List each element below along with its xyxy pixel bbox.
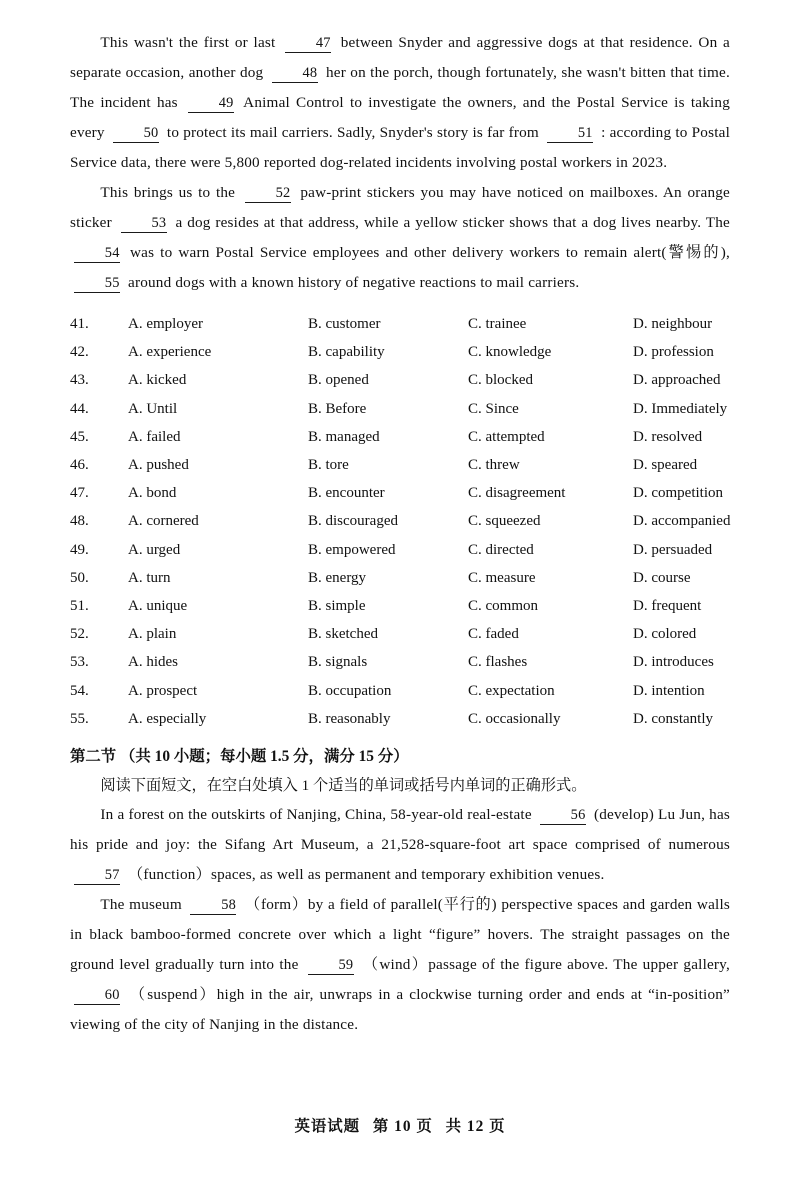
option-a[interactable]: A. unique (128, 598, 188, 615)
answer-blank-57[interactable]: 57 (74, 866, 120, 885)
option-c[interactable]: C. attempted (468, 428, 545, 445)
question-number: 51. (70, 598, 89, 615)
option-c[interactable]: C. squeezed (468, 513, 541, 530)
answer-blank-59[interactable]: 59 (308, 956, 354, 975)
passage-text: paw-print stickers you may have noticed on mailboxes. An orange sticker (70, 184, 730, 231)
answer-blank-56[interactable]: 56 (540, 806, 586, 825)
option-c[interactable]: C. measure (468, 569, 536, 586)
section-two-heading (70, 743, 730, 771)
option-b[interactable]: B. empowered (308, 541, 396, 558)
passage-text: her on the porch, though fortunately, she wasn't bitten that time. The incident has (70, 64, 730, 111)
option-b[interactable]: B. opened (308, 372, 369, 389)
option-row (70, 536, 730, 564)
option-row (70, 338, 730, 366)
section-two-instruction: 阅读下面短文，在空白处填入 1 个适当的单词或括号内单词的正确形式。 (100, 777, 587, 795)
option-c[interactable]: C. expectation (468, 682, 555, 699)
option-d[interactable]: D. frequent (633, 598, 702, 615)
option-a[interactable]: A. urged (128, 541, 181, 558)
option-row (70, 620, 730, 648)
option-a[interactable]: A. turn (128, 569, 171, 586)
option-d[interactable]: D. profession (633, 344, 714, 361)
question-number: 43. (70, 372, 89, 389)
footer-page-number: 第 10 页 (372, 1118, 433, 1135)
passage-text: This wasn't the first or last (100, 34, 282, 51)
footer-total-pages: 共 12 页 (445, 1118, 506, 1135)
passage-text: The museum (100, 896, 187, 914)
question-number: 54. (70, 682, 89, 699)
option-c[interactable]: C. common (468, 598, 538, 615)
option-b[interactable]: B. simple (308, 598, 366, 615)
option-b[interactable]: B. tore (308, 457, 349, 474)
passage-text: （suspend）high in the air, unwraps in a clockwise turning order and ends at “in-position” viewing of the city of Nanjing in the distance. (70, 986, 730, 1034)
option-row (70, 395, 730, 423)
option-b[interactable]: B. energy (308, 569, 367, 586)
option-row (70, 648, 730, 676)
option-row (70, 423, 730, 451)
answer-blank-49[interactable]: 49 (188, 94, 234, 113)
passage-text: around dogs with a known history of negative reactions to mail carriers. (124, 274, 580, 291)
option-row (70, 507, 730, 535)
answer-blank-55[interactable]: 55 (74, 274, 120, 293)
option-a[interactable]: A. experience (128, 344, 212, 361)
page-footer (0, 1114, 800, 1136)
option-b[interactable]: B. occupation (308, 682, 392, 699)
option-row (70, 592, 730, 620)
option-d[interactable]: D. resolved (633, 428, 703, 445)
option-d[interactable]: D. colored (633, 626, 697, 643)
grammar-passage (70, 800, 730, 1040)
passage-paragraph (70, 800, 730, 890)
question-number: 50. (70, 569, 89, 586)
answer-blank-54[interactable]: 54 (74, 244, 120, 263)
passage-text: In a forest on the outskirts of Nanjing, China, 58-year-old real-estate (100, 806, 536, 824)
passage-text: This brings us to the (100, 184, 241, 201)
question-number: 55. (70, 710, 89, 727)
section-two-heading-text: 第二节 （共 10 小题；每小题 1.5 分，满分 15 分） (70, 748, 409, 766)
option-d[interactable]: D. intention (633, 682, 705, 699)
question-number: 41. (70, 316, 89, 332)
answer-blank-60[interactable]: 60 (74, 986, 120, 1005)
option-c[interactable]: C. faded (468, 626, 519, 643)
option-a[interactable]: A. plain (128, 626, 177, 643)
passage-text: between Snyder and aggressive dogs at that residence. On a separate occasion, another dog (70, 34, 730, 81)
footer-subject: 英语试题 (294, 1118, 361, 1135)
option-d[interactable]: D. constantly (633, 710, 713, 727)
option-row (70, 451, 730, 479)
answer-blank-47[interactable]: 47 (285, 34, 331, 53)
option-d[interactable]: D. introduces (633, 654, 714, 671)
option-c[interactable]: C. occasionally (468, 710, 561, 727)
option-b[interactable]: B. capability (308, 344, 385, 361)
answer-blank-50[interactable]: 50 (113, 124, 159, 143)
option-a[interactable]: A. bond (128, 485, 177, 502)
passage-text: : according to Postal Service data, there were 5,800 reported dog-related incidents involving postal workers in 2023. (70, 124, 730, 171)
option-b[interactable]: B. managed (308, 428, 380, 445)
option-row (70, 564, 730, 592)
option-d[interactable]: D. persuaded (633, 541, 713, 558)
option-row (70, 479, 730, 507)
option-a[interactable]: A. pushed (128, 457, 189, 474)
passage-text: was to warn Postal Service employees and other delivery workers to remain alert(警惕的), (124, 244, 730, 261)
passage-text: （wind）passage of the figure above. The upper gallery, (357, 956, 730, 974)
option-c[interactable]: C. knowledge (468, 344, 552, 361)
option-row (70, 310, 730, 338)
option-d[interactable]: D. neighbour (633, 316, 713, 332)
option-b[interactable]: B. sketched (308, 626, 378, 643)
option-a[interactable]: A. prospect (128, 682, 198, 699)
option-d[interactable]: D. accompanied (633, 513, 731, 530)
option-c[interactable]: C. blocked (468, 372, 533, 389)
options-list (70, 310, 730, 733)
passage-text: a dog resides at that address, while a yellow sticker shows that a dog lives nearby. The (170, 214, 730, 231)
option-a[interactable]: A. kicked (128, 372, 187, 389)
cloze-passage (70, 28, 730, 298)
option-c[interactable]: C. threw (468, 457, 520, 474)
passage-text: (develop) Lu Jun, has his pride and joy: the Sifang Art Museum, a 21,528-square-foot art space comprised of numerous (70, 806, 730, 854)
answer-blank-48[interactable]: 48 (272, 64, 318, 83)
question-number: 45. (70, 428, 89, 445)
option-d[interactable]: D. Immediately (633, 400, 728, 417)
question-number: 53. (70, 654, 89, 671)
question-number: 44. (70, 400, 89, 417)
answer-blank-53[interactable]: 53 (121, 214, 167, 233)
option-c[interactable]: C. disagreement (468, 485, 566, 502)
passage-paragraph (70, 28, 730, 178)
question-number: 49. (70, 541, 89, 558)
answer-blank-52[interactable]: 52 (245, 184, 291, 203)
option-b[interactable]: B. discouraged (308, 513, 398, 530)
passage-text: to protect its mail carriers. Sadly, Snyder's story is far from (162, 124, 544, 141)
option-b[interactable]: B. encounter (308, 485, 385, 502)
option-a[interactable]: A. Until (128, 400, 178, 417)
option-row (70, 366, 730, 394)
option-a[interactable]: A. hides (128, 654, 178, 671)
option-c[interactable]: C. flashes (468, 654, 528, 671)
option-c[interactable]: C. Since (468, 400, 519, 417)
passage-text: （function）spaces, as well as permanent and temporary exhibition venues. (124, 866, 605, 884)
option-d[interactable]: D. competition (633, 485, 723, 502)
question-number: 48. (70, 513, 89, 530)
option-b[interactable]: B. Before (308, 400, 367, 417)
question-number: 46. (70, 457, 89, 474)
option-row (70, 677, 730, 705)
answer-blank-51[interactable]: 51 (547, 124, 593, 143)
answer-blank-58[interactable]: 58 (190, 896, 236, 915)
passage-text: Animal Control to investigate the owners, and the Postal Service is taking every (70, 94, 730, 141)
option-b[interactable]: B. signals (308, 654, 368, 671)
option-b[interactable]: B. reasonably (308, 710, 391, 727)
question-number: 52. (70, 626, 89, 643)
option-a[interactable]: A. employer (128, 316, 203, 332)
passage-paragraph (70, 890, 730, 1040)
question-number: 47. (70, 485, 89, 502)
option-a[interactable]: A. especially (128, 710, 207, 727)
option-d[interactable]: D. course (633, 569, 691, 586)
passage-paragraph (70, 178, 730, 298)
option-d[interactable]: D. approached (633, 372, 721, 389)
question-number: 42. (70, 344, 89, 361)
option-c[interactable]: C. directed (468, 541, 534, 558)
passage-text: （form）by a field of parallel(平行的) perspective spaces and garden walls in black bamboo-formed concrete over which a light “figure” hovers. The straight passages on the ground level gradually turn into the (70, 896, 730, 974)
option-d[interactable]: D. speared (633, 457, 698, 474)
option-a[interactable]: A. failed (128, 428, 181, 445)
option-b[interactable]: B. customer (308, 316, 381, 332)
option-row (70, 705, 730, 733)
option-a[interactable]: A. cornered (128, 513, 199, 530)
option-c[interactable]: C. trainee (468, 316, 527, 332)
